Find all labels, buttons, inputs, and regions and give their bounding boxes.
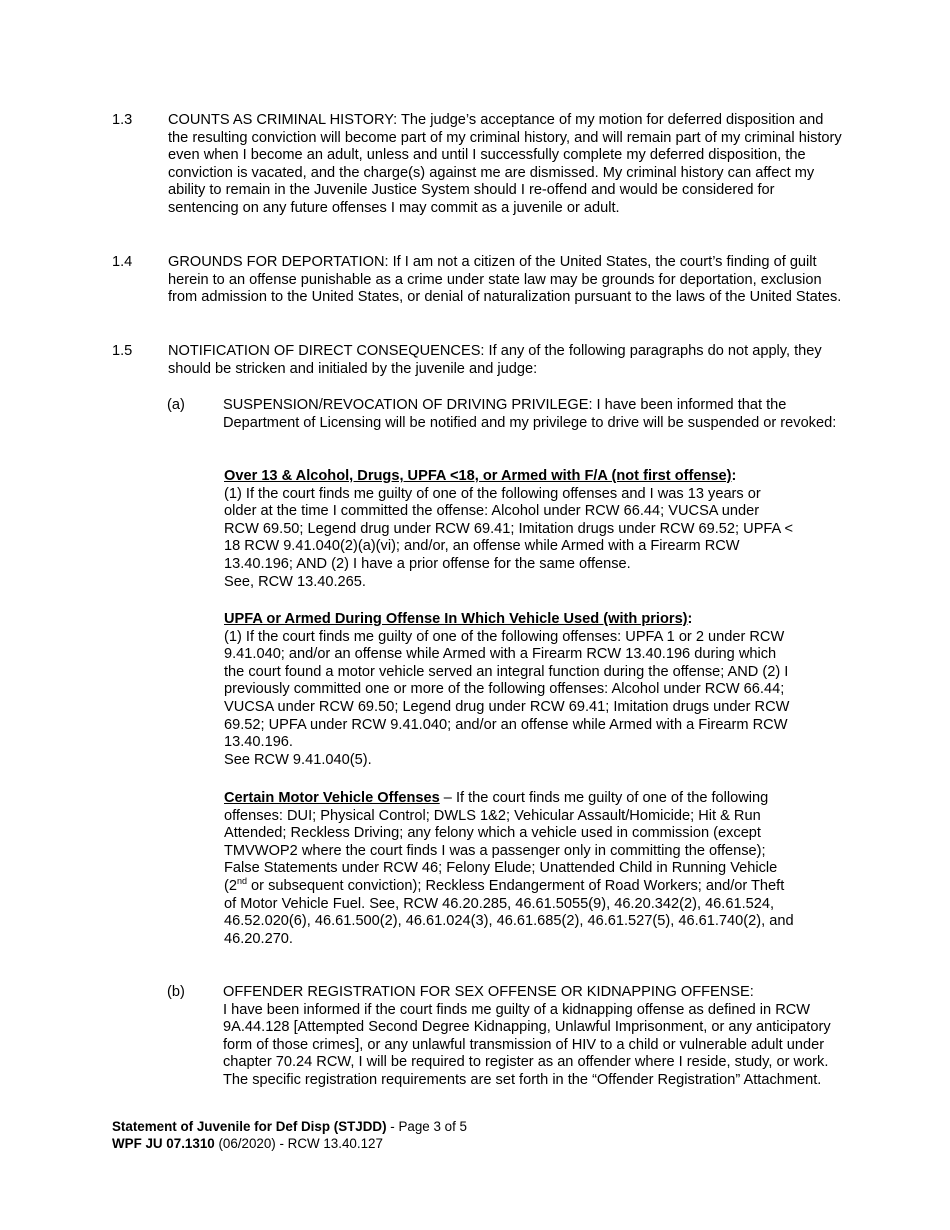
paragraph-text: SUSPENSION/REVOCATION OF DRIVING PRIVILEGE: I have been informed that the Department of Licensing will be notified and my privilege to drive will be suspended or revoked: [223,397,837,431]
footer-form-date: (06/2020) - RCW 13.40.127 [214,1136,383,1151]
block-heading: Over 13 & Alcohol, Drugs, UPFA <18, or Armed with F/A (not first offense) [224,468,732,484]
block-see-reference: See RCW 9.41.040(5). [224,751,372,768]
superscript-nd: nd [236,876,247,887]
page-footer [112,1118,612,1152]
paragraph-body: I have been informed if the court finds me guilty of a kidnapping offense as defined in RCW 9A.44.128 [Attempted Second Degree Kidnapping, Unlawful Imprisonment, or any anticipatory form of those crimes], or any unlawful transmission of HIV to a child or vulnerable adult under chapter 70.24 RCW, I will be required to register as an offender where I reside, study, or work. The specific registration requirements are set forth in the “Offender Registration” Attachment. [223,1001,831,1088]
block-heading: Certain Motor Vehicle Offenses [224,790,440,806]
section-text: COUNTS AS CRIMINAL HISTORY: The judge’s acceptance of my motion for deferred disposition and the resulting conviction will become part of my criminal history, and will remain part of my criminal history even when I become an adult, unless and until I successfully complete my deferred disposition, the conviction is vacated, and the charge(s) against me are dismissed. My criminal history can affect my ability to remain in the Juvenile Justice System should I re-offend and would be considered for sentencing on any future offenses I may commit as a juvenile or adult. [168,112,842,216]
section-text: NOTIFICATION OF DIRECT CONSEQUENCES: If any of the following paragraphs do not apply, they should be stricken and initialed by the juvenile and judge: [168,343,822,377]
paragraph-letter: (b) [167,984,185,1000]
paragraph-title: OFFENDER REGISTRATION FOR SEX OFFENSE OR KIDNAPPING OFFENSE: [223,984,754,1000]
heading-colon: : [731,468,737,484]
block-heading: UPFA or Armed During Offense In Which Vehicle Used (with priors) [224,611,688,627]
block-over-13-alcohol [224,468,794,591]
paragraph-letter: (a) [167,397,185,413]
footer-form-code: WPF JU 07.1310 [112,1136,215,1151]
paragraph-text [223,984,837,1090]
block-body: (1) If the court finds me guilty of one of the following offenses and I was 13 years or older at the time I committed the offense: Alcohol under RCW 66.44; VUCSA under RCW 69.50; Legend drug under RCW 69.41; Imitation drugs under RCW 69.52; UPFA < 18 RCW 9.41.040(2)(a)(vi); and/or, an offense while Armed with a Firearm RCW 13.40.196; AND (2) I have a prior offense for the same offense. [224,485,794,572]
section-number: 1.5 [112,343,133,359]
block-motor-vehicle-offenses [224,790,794,948]
block-upfa-armed-vehicle [224,611,794,769]
footer-page-number: - Page 3 of 5 [386,1119,467,1134]
section-text: GROUNDS FOR DEPORTATION: If I am not a citizen of the United States, the court’s finding of guilt herein to an offense punishable as a crime under state law may be grounds for deportation, exclusion from admission to the United States, or denial of naturalization pursuant to the laws of the United States. [168,254,842,306]
section-number: 1.4 [112,254,133,270]
heading-colon: : [687,611,693,627]
block-body-part-2: or subsequent conviction); Reckless Endangerment of Road Workers; and/or Theft of Motor Vehicle Fuel. See, RCW 46.20.285, 46.61.5055(9), 46.20.342(2), 46.61.524, 46.52.020(6), 46.61.500(2), 46.61.024(3), 46.61.685(2), 46.61.527(5), 46.61.740(2), and 46.20.270. [224,877,794,947]
block-see-reference: See, RCW 13.40.265. [224,573,366,590]
section-number: 1.3 [112,112,133,128]
block-body: (1) If the court finds me guilty of one of the following offenses: UPFA 1 or 2 under RCW 9.41.040; and/or an offense while Armed with a Firearm RCW 13.40.196 during which the court found a motor vehicle served an integral function during the offense; AND (2) I previously committed one or more of the following offenses: Alcohol under RCW 66.44; VUCSA under RCW 69.50; Legend drug under RCW 69.41; Imitation drugs under RCW 69.52; UPFA under RCW 9.41.040; and/or an offense while Armed with a Firearm RCW 13.40.196. [224,628,790,751]
block-body-part-1: – If the court finds me guilty of one of the following offenses: DUI; Physical Control; DWLS 1&2; Vehicular Assault/Homicide; Hit & Run Attended; Reckless Driving; any felony which a vehicle used in commission (except TMVWOP2 where the court finds I was a passenger only in committing the offense); False Statements under RCW 46; Felony Elude; Unattended Child in Running Vehicle (2 [224,790,778,894]
footer-form-title: Statement of Juvenile for Def Disp (STJDD) [112,1119,387,1134]
